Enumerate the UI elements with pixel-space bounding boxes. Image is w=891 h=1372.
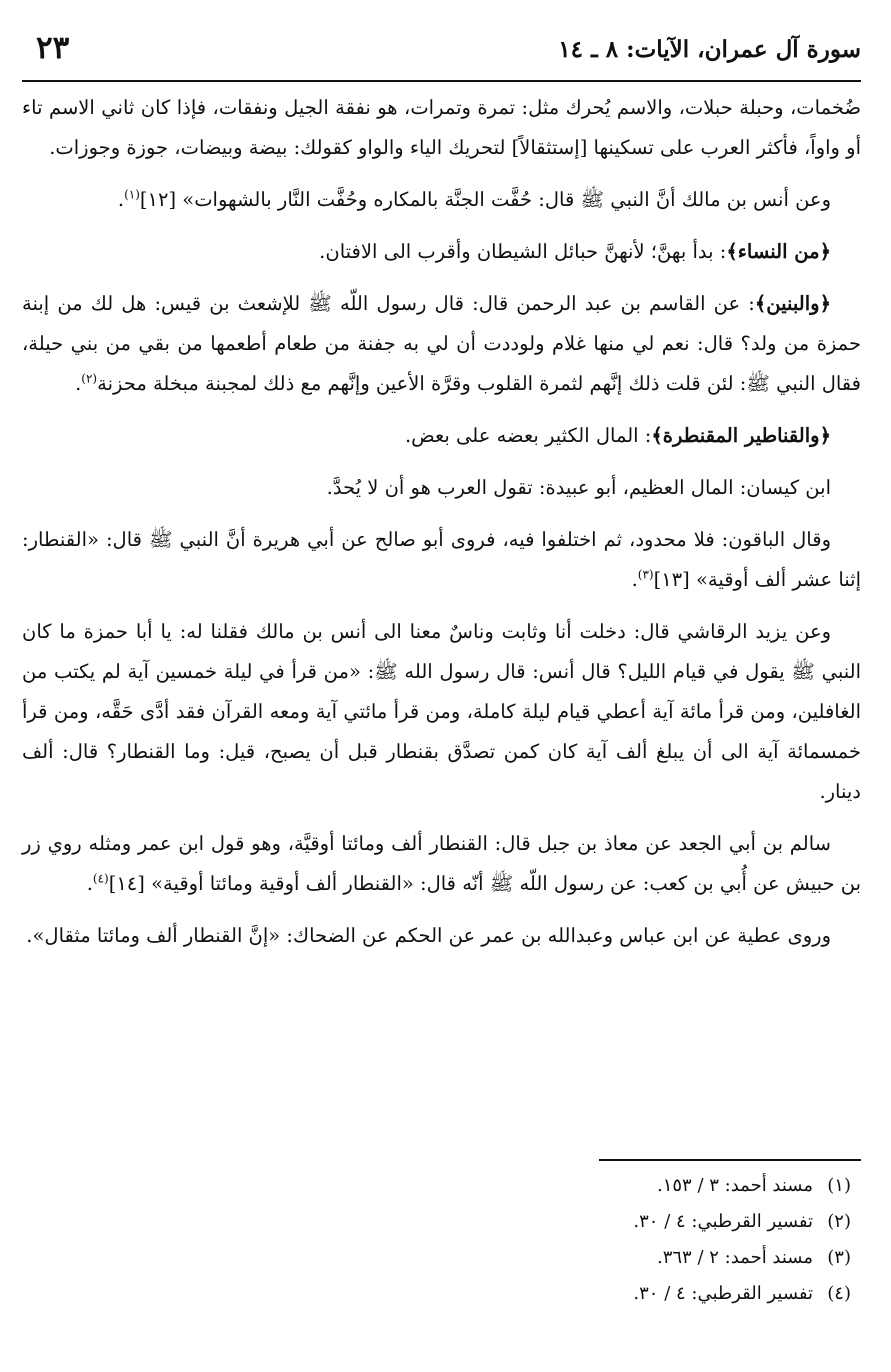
paragraph-7-end: . xyxy=(631,568,638,591)
paragraph-9-text: سالم بن أبي الجعد عن معاذ بن جبل قال: القنطار ألف ومائتا أوقيَّة، وهو قول ابن عمر ومثله روي زر بن حبيش عن أُبي بن كعب: عن رسول اللّه ﷺ أنّه قال: «القنطار ألف أوقية ومائتا أوقية» [١٤] xyxy=(22,832,861,895)
paragraph-9 xyxy=(22,824,861,904)
paragraph-4-text: : عن القاسم بن عبد الرحمن قال: قال رسول اللّه ﷺ للإشعث بن قيس: هل لك من إبنة حمزة من ولد؟ قال: نعم لي منها غلام ولوددت أن لي به جفنة من طعام أطعمها من بقي من بني حيلة، فقال النبي ﷺ: لئن قلت ذلك إنَّهم لثمرة القلوب وقرَّة الأعين وإنَّهم مع ذلك لمجبنة مبخلة محزنة xyxy=(22,292,862,395)
footnote-number: (٣) xyxy=(827,1247,851,1268)
paragraph-2-end: . xyxy=(117,188,125,211)
footnotes xyxy=(400,1168,851,1312)
footnote-ref-1: (١) xyxy=(124,187,140,202)
keyword-wal-banin: ﴿والبنين﴾ xyxy=(754,292,831,315)
keyword-al-qanatir: ﴿والقناطير المقنطرة﴾ xyxy=(651,424,831,447)
footnote-number: (٤) xyxy=(827,1283,851,1304)
paragraph-4 xyxy=(22,284,861,404)
paragraph-2-text: وعن أنس بن مالك أنَّ النبي ﷺ قال: حُفَّت الجنَّة بالمكاره وحُفَّت النَّار بالشهوات» [١٢] xyxy=(139,188,831,211)
paragraph-7-text: وقال الباقون: فلا محدود، ثم اختلفوا فيه، فروى أبو صالح عن أبي هريرة أنَّ النبي ﷺ قال: «القنطار: إثنا عشر ألف أوقية» [١٣] xyxy=(22,528,861,591)
footnote-item xyxy=(400,1168,851,1204)
footnote-item xyxy=(400,1240,851,1276)
footnote-number: (٢) xyxy=(827,1211,851,1232)
footnote-item xyxy=(400,1276,851,1312)
footnote-number: (١) xyxy=(827,1175,851,1196)
footnote-ref-4: (٤) xyxy=(92,871,109,886)
main-text xyxy=(22,88,861,968)
paragraph-9-end: . xyxy=(86,872,93,895)
paragraph-6: ابن كيسان: المال العظيم، أبو عبيدة: تقول العرب هو أن لا يُحدَّ. xyxy=(326,476,831,499)
footnote-ref-2: (٢) xyxy=(81,371,98,386)
paragraph-5-text: : المال الكثير بعضه على بعض. xyxy=(404,424,652,447)
paragraph-7 xyxy=(22,520,861,600)
header-rule xyxy=(22,80,861,82)
paragraph-10: وروى عطية عن ابن عباس وعبدالله بن عمر عن الحكم عن الضحاك: «إنَّ القنطار ألف ومائتا مثقال». xyxy=(26,924,831,947)
running-title: سورة آل عمران، الآيات: ٨ ـ ١٤ xyxy=(558,36,861,63)
paragraph-2 xyxy=(22,180,861,220)
paragraph-1: ضُخمات، وحبلة حبلات، والاسم يُحرك مثل: تمرة وتمرات، هو نفقة الجيل ونفقات، فإذا كان ثاني الاسم تاء أو واواً، فأكثر العرب على تسكينها [إستثقالاً] لتحريك الياء والواو كقولك: بيضة وبيضات، جوزة وجوزات. xyxy=(22,96,861,159)
keyword-min-al-nisa: ﴿من النساء﴾ xyxy=(726,240,831,263)
footnote-item xyxy=(400,1204,851,1240)
paragraph-4-end: . xyxy=(75,372,82,395)
page-header xyxy=(22,28,861,72)
footnote-text: مسند أحمد: ٣ / ١٥٣. xyxy=(656,1175,813,1196)
page-number: ٢٣ xyxy=(36,30,70,66)
footnote-text: مسند أحمد: ٢ / ٣٦٣. xyxy=(656,1247,813,1268)
footnote-rule xyxy=(599,1159,861,1161)
paragraph-3 xyxy=(22,232,861,272)
footnote-text: تفسير القرطبي: ٤ / ٣٠. xyxy=(633,1211,813,1232)
footnote-text: تفسير القرطبي: ٤ / ٣٠. xyxy=(633,1283,813,1304)
paragraph-3-text: : بدأ بهنَّ؛ لأنهنَّ حبائل الشيطان وأقرب الى الافتان. xyxy=(319,240,727,263)
paragraph-5 xyxy=(22,416,861,456)
paragraph-8: وعن يزيد الرقاشي قال: دخلت أنا وثابت وناسٌ معنا الى أنس بن مالك فقلنا له: يا أبا حمزة ما كان النبي ﷺ يقول في قيام الليل؟ قال أنس: قال رسول الله ﷺ: «من قرأ في ليلة خمسين آية لم يكتب من الغافلين، ومن قرأ مائة آية أعطي قيام ليلة كاملة، ومن قرأ مائتي آية ومعه القرآن فقد أدَّى حَقَّه، ومن قرأ خمسمائة آية الى أن يبلغ ألف آية كان كمن تصدَّق بقنطار قبل أن يصبح، قيل: وما القنطار؟ قال: ألف دينار. xyxy=(22,620,861,803)
footnote-ref-3: (٣) xyxy=(637,567,654,582)
